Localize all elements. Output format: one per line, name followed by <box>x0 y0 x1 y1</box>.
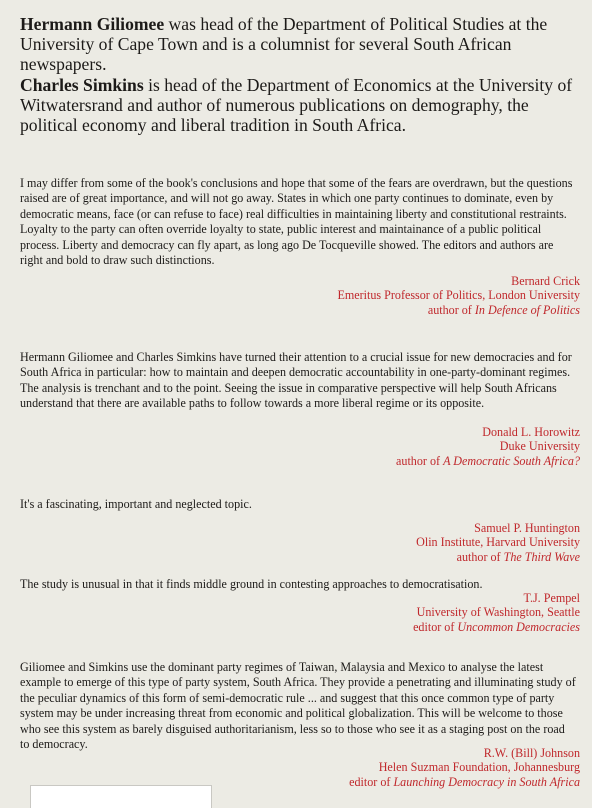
endorser-book <box>413 620 580 634</box>
endorsement-text: I may differ from some of the book's conclusions and hope that some of the fears are overdrawn, but the questions raised are of great importance, and will not go away. States in which one party continues to dominate, even by democratic means, face (or can refuse to face) real difficulties in maintaining liberty and constitutional restraints. Loyalty to the party can often override loyalty to state, public interest and maintainance of a public political process. Liberty and democracy can fly apart, as long ago De Tocqueville showed. The editors and authors are right and bold to draw such distinctions. <box>20 176 573 268</box>
endorser-book-prefix: author of <box>456 549 504 564</box>
endorser-book-prefix: editor of <box>413 619 458 634</box>
endorser-name: R.W. (Bill) Johnson <box>483 746 580 760</box>
author-bio <box>20 14 580 135</box>
endorser-book-prefix: author of <box>427 302 475 317</box>
endorser-book-prefix: editor of <box>349 774 394 789</box>
endorser-book-title: In Defence of Politics <box>474 302 580 317</box>
endorser-name: Donald L. Horowitz <box>482 425 580 439</box>
endorser-book <box>349 775 580 789</box>
author-bio-text: is head of the Department of Economics at the University of Witwatersrand and author of numerous publications on demography, the political economy and liberal tradition in South Africa. <box>20 74 573 136</box>
endorsement-text: The study is unusual in that it finds middle ground in contesting approaches to democratisation. <box>20 577 483 591</box>
endorsement-attribution <box>349 746 580 789</box>
endorser-book-title: Uncommon Democracies <box>457 619 580 634</box>
author-bio-simkins <box>20 75 580 136</box>
endorser-book <box>396 454 580 468</box>
endorser-role: Duke University <box>499 439 580 454</box>
endorser-name: Samuel P. Huntington <box>474 521 580 535</box>
endorsement-attribution <box>416 521 580 564</box>
endorsement-attribution <box>413 591 580 634</box>
endorser-book-prefix: author of <box>396 453 444 468</box>
endorser-role: Olin Institute, Harvard University <box>416 535 580 550</box>
endorser-book-title: Launching Democracy in South Africa <box>393 774 580 789</box>
author-bio-giliomee <box>20 14 580 75</box>
endorser-name: T.J. Pempel <box>523 591 580 605</box>
endorsement-attribution <box>337 274 580 317</box>
endorsement-text: Giliomee and Simkins use the dominant party regimes of Taiwan, Malaysia and Mexico to analyse the latest example to emerge of this type of party system, South Africa. They provide a penetrating and illuminating study of the peculiar dynamics of this form of semi-democratic rule ... and suggest that this once common type of party system may be under increasing threat from economic and political globalization. This will be welcome to those who see this system as barely disguised authoritarianism, less so to those who see it as a staging post on the road to democracy. <box>20 660 576 752</box>
endorser-book-title: The Third Wave <box>503 549 580 564</box>
endorser-role: University of Washington, Seattle <box>416 605 580 620</box>
barcode-sticker <box>30 785 212 808</box>
endorsement-quote <box>20 660 576 752</box>
endorser-name: Bernard Crick <box>511 274 580 288</box>
endorser-book-title: A Democratic South Africa? <box>443 453 580 468</box>
endorser-book <box>416 550 580 564</box>
author-name: Hermann Giliomee <box>20 14 165 34</box>
endorsement-quote <box>20 497 576 512</box>
endorsement-text: Hermann Giliomee and Charles Simkins have turned their attention to a crucial issue for new democracies and for South Africa in particular: how to maintain and deepen democratic accountability in one-party-dominant regimes. The analysis is trenchant and to the point. Seeing the issue in comparative perspective will help South Africans understand that there are available paths to follow towards a more liberal regime or its opposite. <box>20 350 572 411</box>
endorser-role: Emeritus Professor of Politics, London University <box>337 288 580 303</box>
author-bio-text: was head of the Department of Political Studies at the University of Cape Town and is a columnist for several South African newspapers. <box>20 14 548 75</box>
endorsement-attribution <box>396 425 580 468</box>
endorsement-quote <box>20 176 576 268</box>
author-name: Charles Simkins <box>20 74 144 95</box>
endorsement-text: It's a fascinating, important and neglected topic. <box>20 497 252 511</box>
endorsement-quote <box>20 350 576 412</box>
endorser-role: Helen Suzman Foundation, Johannesburg <box>378 760 580 775</box>
endorser-book <box>337 303 580 317</box>
